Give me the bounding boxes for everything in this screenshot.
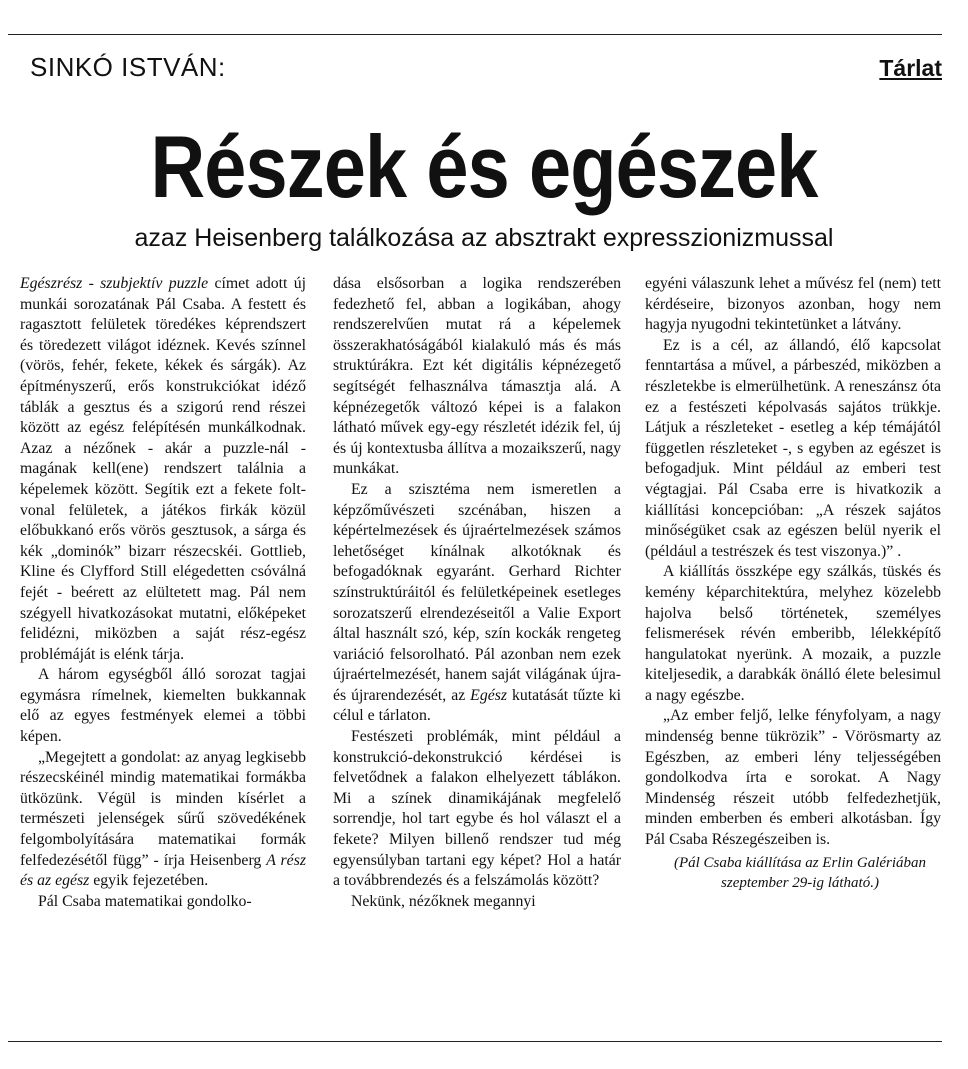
- section-label: Tárlat: [879, 55, 942, 81]
- paragraph-text: kutatását tűzte ki célul e tárlaton.: [333, 686, 621, 725]
- paragraph: Festészeti problémák, mint például a konstrukció-dekonstrukció kérdései is felvetődnek a falakon elhelyezett táblákon. Mi a színek dinamikájának megfelelő sorrendje, hol tart egybe és hol választ el a fekete? Milyen billenő rendszer tud még egyensúlyban tartani egy képet? Hol a határ a továbbrendezés és a felszámolás között?: [333, 728, 621, 890]
- column-1: [20, 274, 306, 912]
- paragraph: „Az ember feljő, lelke fényfolyam, a nagy mindenség benne tükrözik” - Vörösmarty az Egészben, az emberi lény teljességében gondolkodva írta e sorokat. A Nagy Mindenség részeit utóbb felfedezhetjük, minden emberben és emberi alkotásban. Így Pál Csaba Részegészeiben is.: [645, 707, 941, 849]
- paragraph: A három egységből álló sorozat tagjai egymásra rímelnek, kiemelten bukkannak elő az egyes festmények elemei a többi képen.: [20, 666, 306, 746]
- paragraph: A kiállítás összképe egy szálkás, tüskés és kemény képarchitektúra, melyhez közelebb hajolva belső történetek, személyes felismerések révén emberibb, lélekképítő hangulatokat nyerünk. A mozaik, a puzzle kiteljesedik, a darabkák önálló élete belesimul a nagy egészbe.: [645, 563, 941, 704]
- book-title: A rész és az egész: [20, 851, 306, 890]
- paragraph: dása elsősorban a logika rendszerében fedezhető fel, abban a logikában, ahogy rendszerelvűen mutat rá a képelemek összerakhatóságából kialakuló más és más struktúrákra. Ezt két digitális képnézegető segítségét felhasználva támasztja alá. A képnézegetők változó képei is a falakon látható művek egy-egy részletét idézik fel, új és új kontextusba állítva a mozaikszerű, nagy munkákat.: [333, 275, 621, 478]
- top-rule: [8, 34, 942, 35]
- paragraph: egyéni válaszunk lehet a művész fel (nem) tett kérdéseire, bizonyos azonban, hogy nem hagyja nyugodni tekintetünket a látvány.: [645, 275, 941, 334]
- paragraph: [333, 480, 621, 727]
- paragraph-text: címet adott új munkái sorozatának Pál Csaba. A festett és ragasztott felületek töredékes képrendszert és töredezett világot idéznek. Kevés színnel (vörös, fehér, fekete, kékek és sárgák). Az építményszerű, erős konstrukciókat idéző táblák a gesztus és a szigorú rend részei között az egész felépítésén munkálkodnak. Azaz a nézőnek - akár a puzzle-nál - magának kell(ene) rendszert találnia a képelemek között. Segítik ezt a fekete folt-vonal felületek, a játékos firkák közül előbukkanó erős vörös gesztusok, a sárga és kék „dominók” bizarr részecskéi. Gottlieb, Kline és Clyfford Still elégedetten csóválná fejét - beérett az elültetett mag. Pál nem szégyell hivatkozásokat mutatni, előképeket felidézni, miközben a saját rész-egész problémáját is elénk tárja.: [20, 275, 307, 663]
- paragraph: [20, 274, 306, 665]
- exhibition-credit: (Pál Csaba kiállítása az Erlin Galériában szeptember 29-ig látható.): [673, 854, 927, 891]
- paragraph-text: Ez a szisztéma nem ismeretlen a képzőművészeti szcénában, hiszen a képértelmezések és újraértelmezések számos lehetőséget kínálnak alkotóknak és befogadóknak egyaránt. Gerhard Richter színstruktúráitól és felületképeinek esetleges sorozatszerű elrendezéseitől a Valie Export által használt szó, kép, szín kockák rengeteg variáció felsorolható. Pál azonban nem ezek újraértelmezését, hanem saját világának újra- és újrarendezését, az: [333, 480, 621, 704]
- paragraph: [20, 748, 306, 892]
- series-title: Egészrész - szubjektív puzzle: [20, 275, 209, 292]
- article-subtitle: azaz Heisenberg találkozása az absztrakt expresszionizmussal: [134, 224, 834, 252]
- paragraph: Pál Csaba matematikai gondolko-: [38, 892, 252, 910]
- paragraph: Nekünk, nézőknek megannyi: [351, 892, 536, 910]
- column-3: [645, 274, 941, 893]
- article-title: Részek és egészek: [150, 117, 818, 216]
- quote-text: „Megejtett a gondolat: az anyag legkisebb részecskéinél mindig matematikai formákba ütközünk. Végül is minden kísérlet a természeti jelenségek sűrű szövedékének felgombolyítására matematikai formák felfedezésétől függ” - írja Heisenberg: [20, 748, 306, 869]
- paragraph-text: egyik fejezetében.: [89, 872, 209, 890]
- paragraph: Ez is a cél, az állandó, élő kapcsolat fenntartása a művel, a párbeszéd, miközben a részletekbe is elmerülhetünk. A reneszánsz óta ez a festészeti képolvasás sajátos trükkje. Látjuk a részleteket - esetleg a kép témájától független részleteket -, s egyben az egészet is befogadjuk. Mint például az emberi test végtagjai. Pál Csaba erre is hivatkozik a kiállítási koncepcióban: „A részek sajátos minőségüket csak az egészen belül nyerik el (például a testrészek és test viszonya.)” .: [645, 336, 941, 560]
- column-2: [333, 274, 621, 912]
- author-byline: SINKÓ ISTVÁN:: [30, 52, 226, 82]
- bottom-rule: [8, 1041, 942, 1042]
- emphasis-word: Egész: [470, 686, 508, 704]
